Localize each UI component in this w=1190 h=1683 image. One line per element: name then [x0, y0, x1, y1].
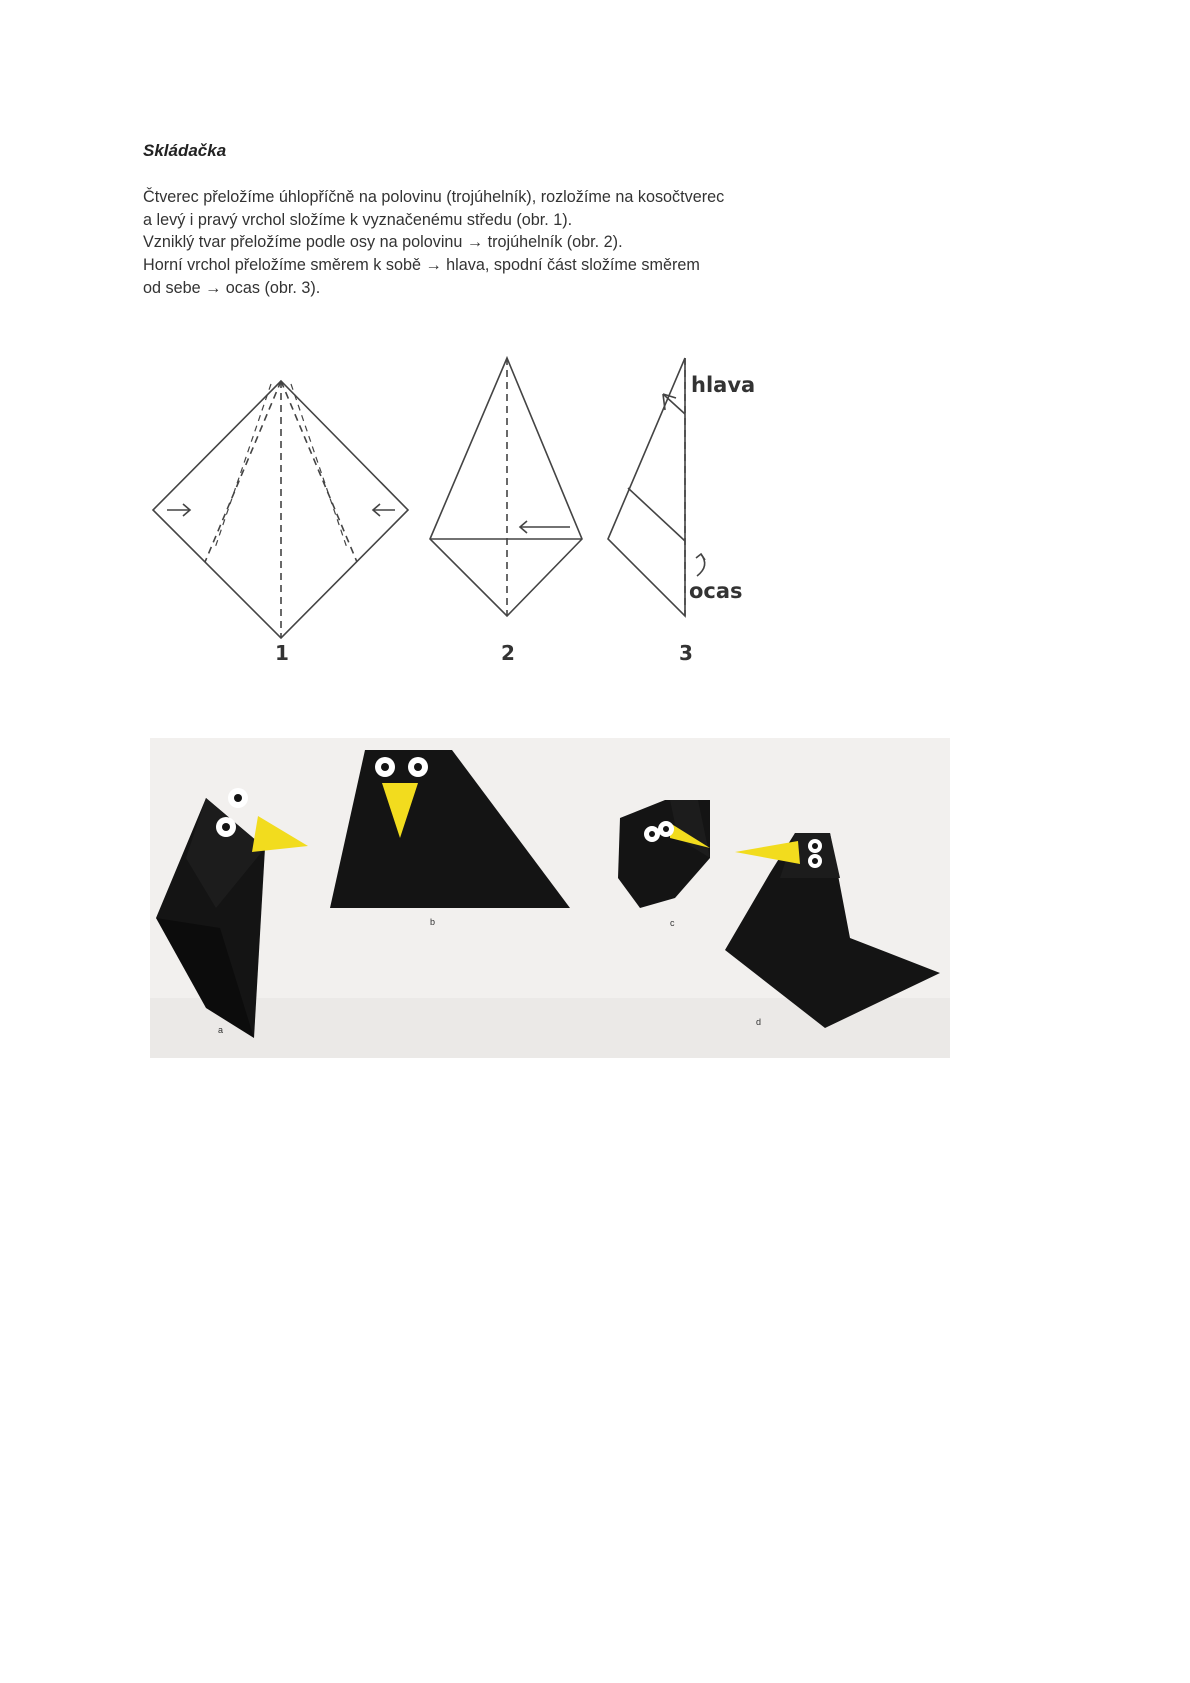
- diagram-step-2: [430, 358, 582, 616]
- crow-label-b: b: [430, 917, 436, 927]
- crow-label-a: a: [218, 1025, 224, 1035]
- crow-label-d: d: [756, 1017, 762, 1027]
- step-number-1: 1: [275, 641, 289, 665]
- origami-crows-photo: [150, 738, 950, 1058]
- document-title: Skládačka: [143, 141, 227, 160]
- diagram-step-1: [153, 381, 408, 638]
- instructions-paragraph: [143, 186, 783, 300]
- instruction-line: Čtverec přeložíme úhlopříčně na polovinu (trojúhelník), rozložíme na kosočtverec: [143, 188, 725, 206]
- instruction-line: Horní vrchol přeložíme směrem k sobě → hlava, spodní část složíme směrem: [143, 256, 700, 275]
- crow-label-c: c: [670, 918, 675, 928]
- step-number-3: 3: [679, 641, 693, 665]
- label-head: hlava: [691, 373, 756, 397]
- instruction-line: a levý i pravý vrchol složíme k vyznačenému středu (obr. 1).: [143, 210, 573, 229]
- instruction-line: Vzniklý tvar přeložíme podle osy na polovinu → trojúhelník (obr. 2).: [143, 233, 623, 252]
- folding-diagram: [145, 348, 785, 678]
- instruction-line: od sebe → ocas (obr. 3).: [143, 278, 321, 297]
- step-number-2: 2: [501, 641, 515, 665]
- label-tail: ocas: [689, 579, 743, 603]
